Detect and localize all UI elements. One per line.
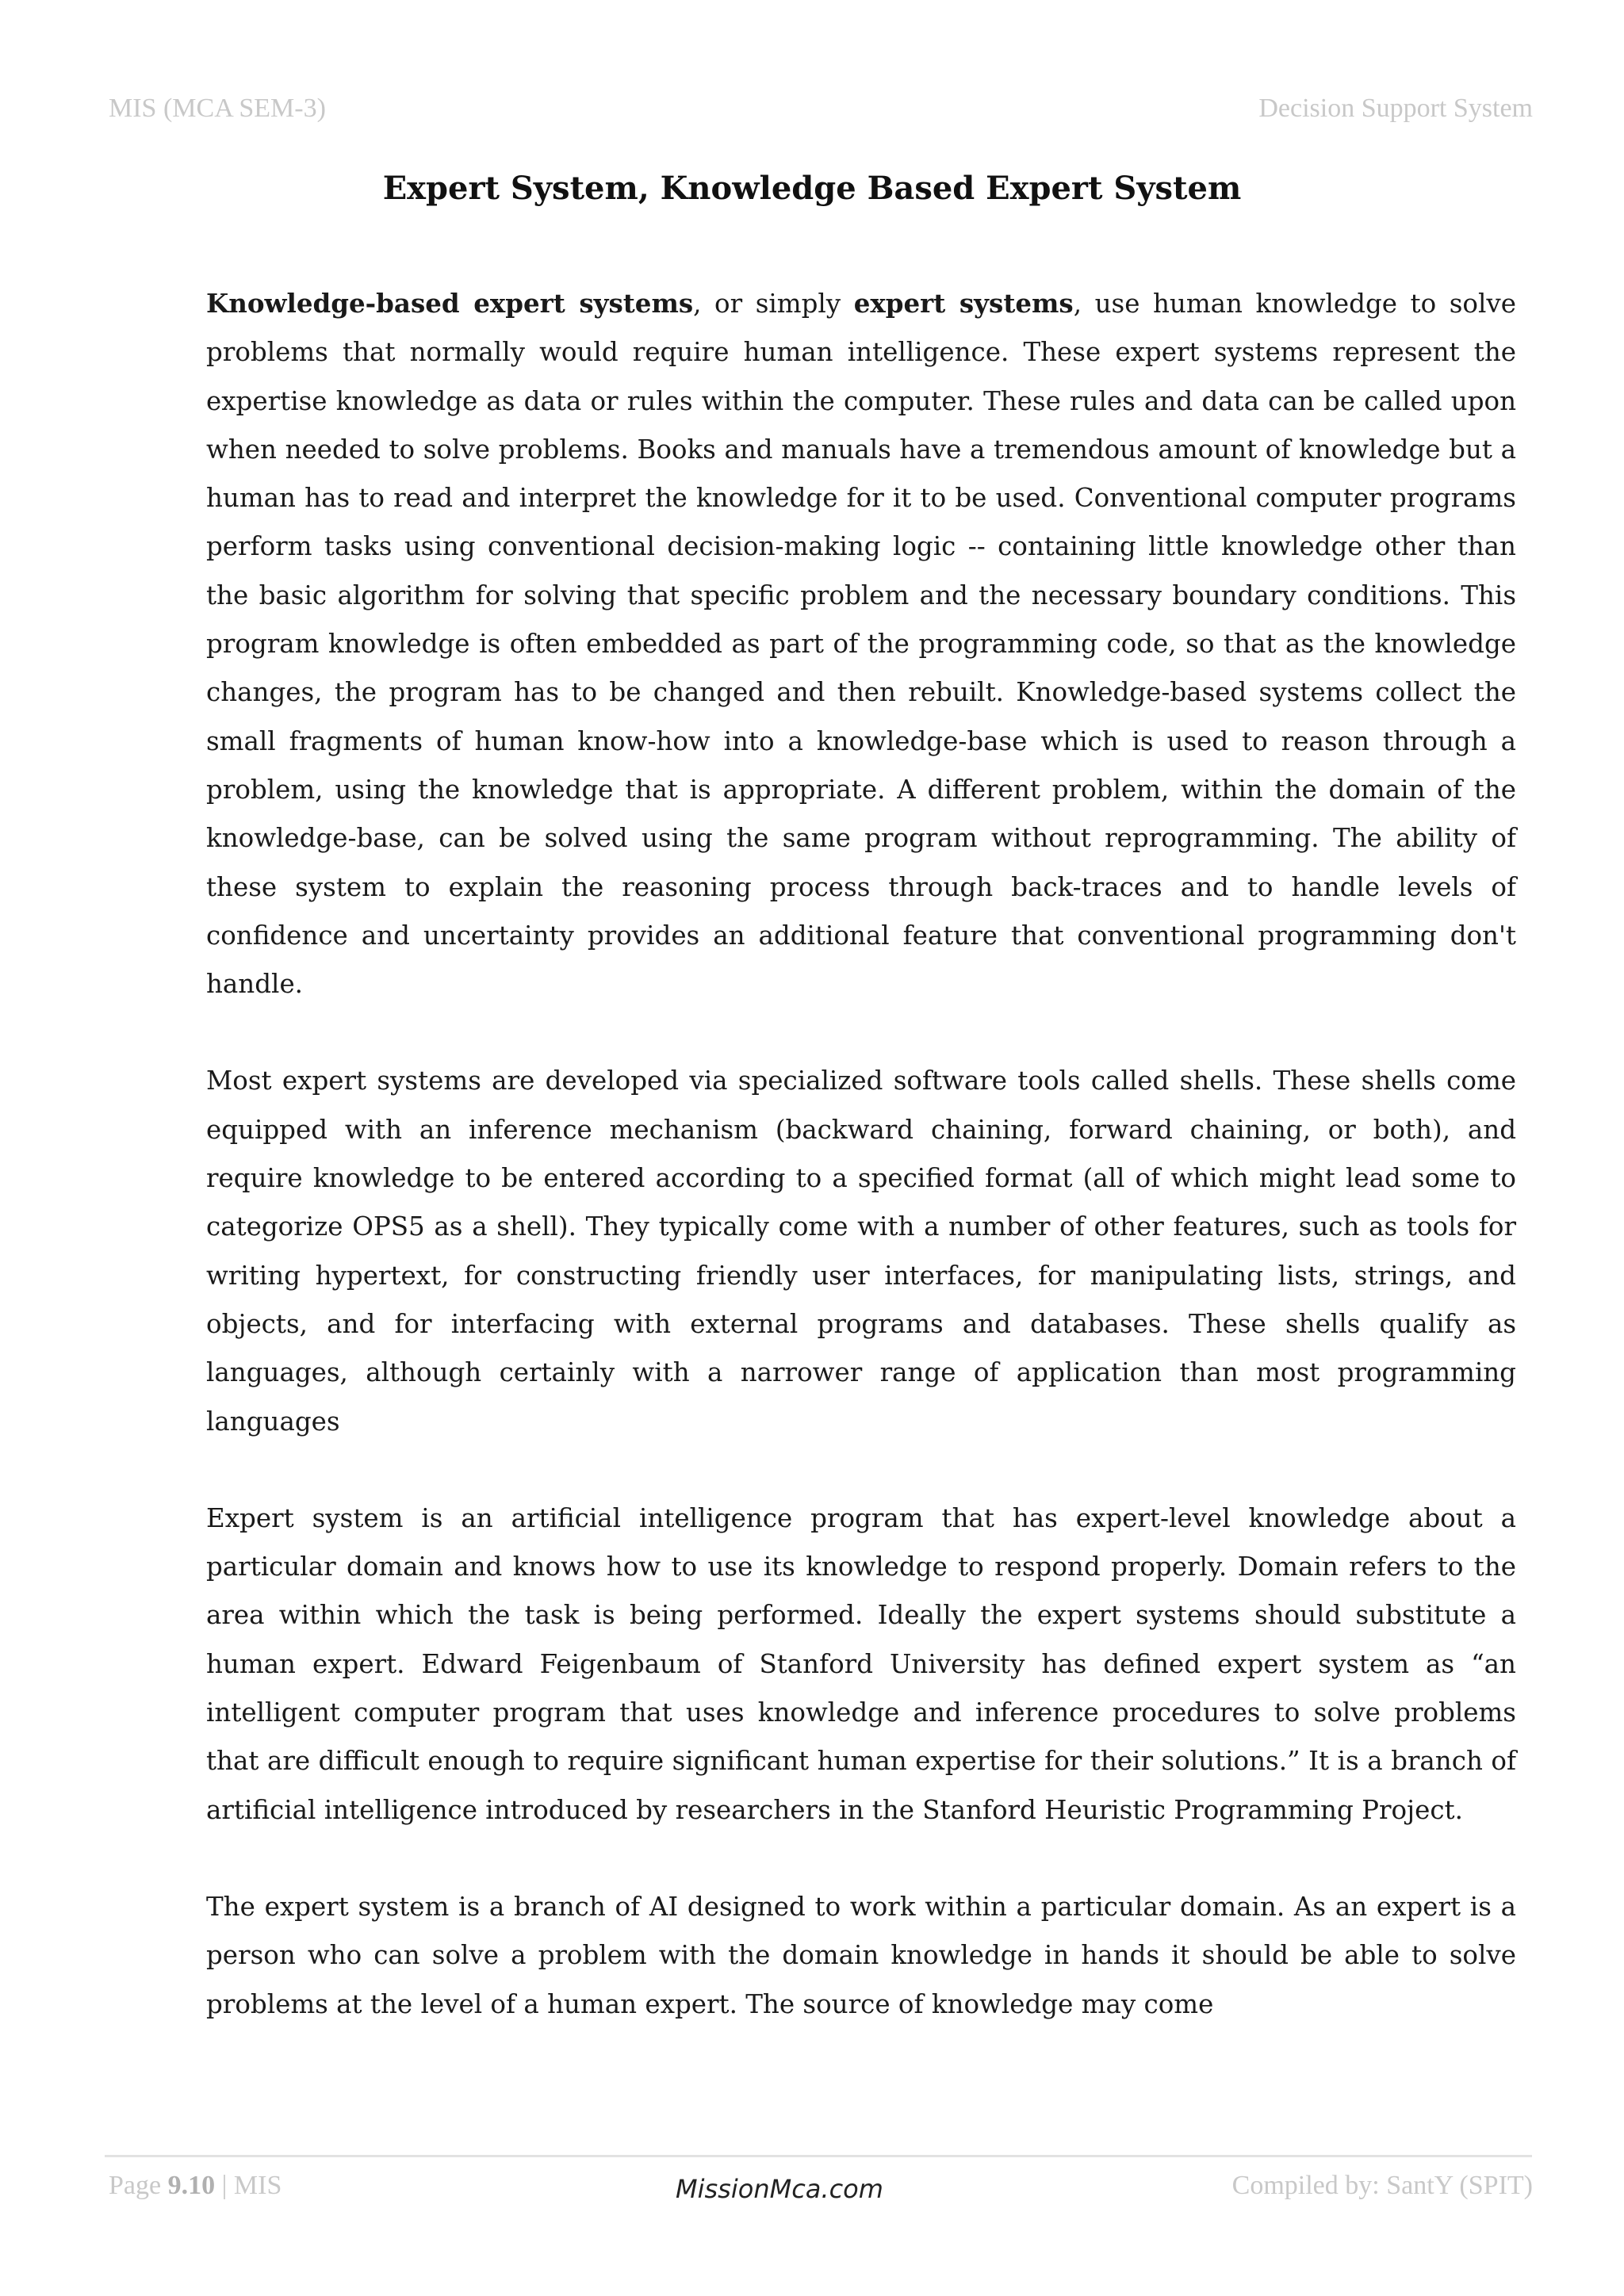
footer-compiled-by: Compiled by: SantY (SPIT): [1231, 2171, 1533, 2200]
header-chapter: Decision Support System: [1258, 94, 1533, 123]
document-body: [206, 279, 1516, 2077]
paragraph-4: The expert system is a branch of AI designed to work within a particular domain. As an expert is a person who can solve a problem with the domain knowledge in hands it should be able to solve problems at the level of a human expert. The source of knowledge may come: [206, 1891, 1516, 2019]
bold-term-knowledge-based: Knowledge-based expert systems: [206, 288, 694, 319]
footer-page-info: [109, 2171, 282, 2201]
paragraph-2: Most expert systems are developed via specialized software tools called shells. These shells come equipped with an inference mechanism (backward chaining, forward chaining, or both), and require knowledge to be entered according to a specified format (all of which might lead some to categorize OPS5 as a shell). They typically come with a number of other features, such as tools for writing hypertext, for constructing friendly user interfaces, for manipulating lists, strings, and objects, and for interfacing with external programs and databases. These shells qualify as languages, although certainly with a narrower range of application than most programming languages: [206, 1066, 1516, 1437]
paragraph-1-text-a: , or simply: [693, 289, 854, 319]
footer-divider: [105, 2155, 1532, 2157]
paragraph-3: Expert system is an artificial intelligence program that has expert-level knowledge about a particular domain and knows how to use its knowledge to respond properly. Domain refers to the area within which the task is being performed. Ideally the expert systems should substitute a human expert. Edward Feigenbaum of Stanford University has defined expert system as “an intelligent computer program that uses knowledge and inference procedures to solve problems that are difficult enough to require significant human expertise for their solutions.” It is a branch of artificial intelligence introduced by researchers in the Stanford Heuristic Programming Project.: [206, 1502, 1516, 1825]
page-footer: [109, 2171, 1533, 2218]
paragraph-1-text-b: , use human knowledge to solve problems that normally would require human intelligence. These expert systems represent the expertise knowledge as data or rules within the computer. These rules and data can be called upon when needed to solve problems. Books and manuals have a tremendous amount of knowledge but a human has to read and interpret the knowledge for it to be used. Conventional computer programs perform tasks using conventional decision-making logic -- containing little knowledge other than the basic algorithm for solving that specific problem and the necessary boundary conditions. This program knowledge is often embedded as part of the programming code, so that as the knowledge changes, the program has to be changed and then rebuilt. Knowledge-based systems collect the small fragments of human know-how into a knowledge-base which is used to reason through a problem, using the knowledge that is appropriate. A different problem, within the domain of the knowledge-base, can be solved using the same program without reprogramming. The ability of these system to explain the reasoning process through back-traces and to handle levels of confidence and uncertainty provides an additional feature that conventional programming don't handle.: [206, 289, 1516, 1000]
header-course: MIS (MCA SEM-3): [109, 94, 326, 123]
page-header: [109, 94, 1533, 132]
paragraph-1: [206, 279, 1516, 1008]
bold-term-expert-systems: expert systems: [853, 288, 1074, 319]
footer-page-number: 9.10: [167, 2171, 216, 2200]
footer-page-suffix: | MIS: [215, 2171, 282, 2200]
page-title: Expert System, Knowledge Based Expert System: [382, 170, 1242, 207]
footer-logo: MissionMca.com: [676, 2174, 883, 2204]
footer-page-prefix: Page: [109, 2171, 168, 2200]
